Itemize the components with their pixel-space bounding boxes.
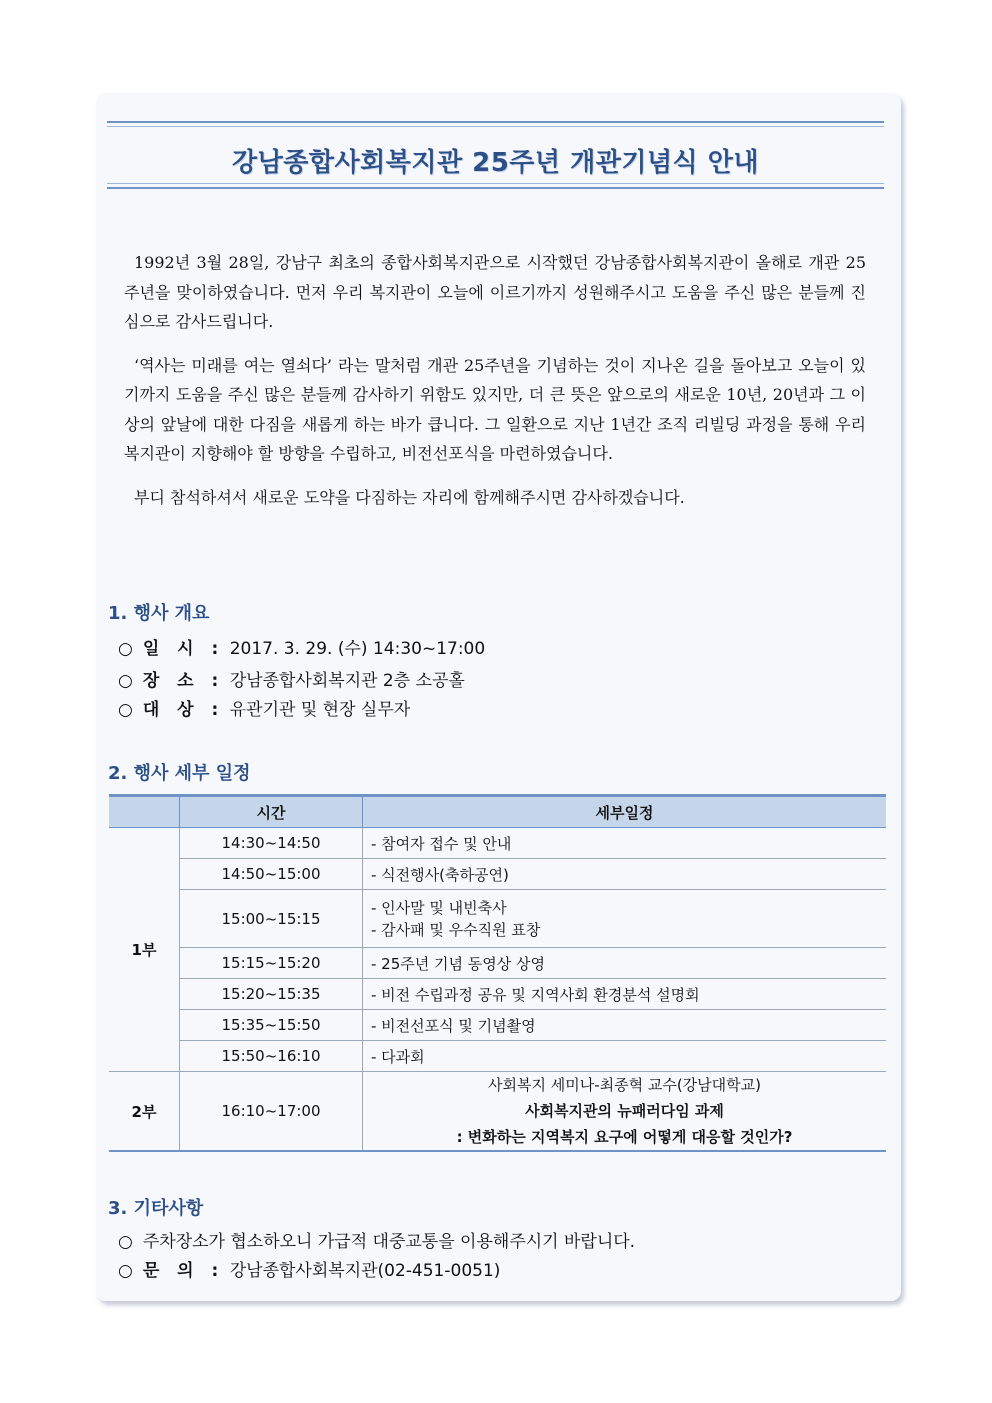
section1-heading: 1. 행사 개요 (108, 603, 210, 624)
header-time: 시간 (180, 796, 363, 828)
info-label: 장 소 : (142, 671, 225, 691)
info-label: 일 시 : (142, 639, 225, 659)
part-label: 2부 (109, 1072, 180, 1152)
intro-text (124, 248, 866, 526)
row-detail: - 식전행사(축하공연) (363, 859, 887, 890)
info-date (118, 634, 485, 659)
table-header-row (109, 796, 886, 828)
header-detail: 세부일정 (363, 796, 887, 828)
page-title: 강남종합사회복지관 25주년 개관기념식 안내 (232, 148, 759, 178)
bullet-circle: ○ (118, 1261, 133, 1281)
row-time: 15:15~15:20 (180, 948, 363, 979)
title-rule (107, 183, 884, 184)
row-time: 15:00~15:15 (180, 890, 363, 948)
row-time: 14:50~15:00 (180, 859, 363, 890)
table-row (109, 979, 886, 1010)
row-detail: - 비전선포식 및 기념촬영 (363, 1010, 887, 1041)
title-rule (107, 126, 884, 127)
schedule-table (109, 794, 886, 1152)
row-detail: - 참여자 접수 및 안내 (363, 828, 887, 859)
table-row (109, 859, 886, 890)
info-place (118, 666, 465, 691)
row-time: 15:20~15:35 (180, 979, 363, 1010)
bullet-circle: ○ (118, 671, 133, 691)
row-time: 16:10~17:00 (180, 1072, 363, 1152)
title-rule (107, 187, 884, 189)
intro-paragraph: 1992년 3월 28일, 강남구 최초의 종합사회복지관으로 시작했던 강남종합사회복지관이 올해로 개관 25주년을 맞이하였습니다. 먼저 우리 복지관이 오늘에 이르기까지 성원해주시고 도움을 주신 많은 분들께 진심으로 감사드립니다. (124, 253, 866, 331)
table-row (109, 1072, 886, 1152)
intro-paragraph: ‘역사는 미래를 여는 열쇠다’ 라는 말처럼 개관 25주년을 기념하는 것이 지나온 길을 돌아보고 오늘이 있기까지 도움을 주신 많은 분들께 감사하기 위함도 있지만, 더 큰 뜻은 앞으로의 새로운 10년, 20년과 그 이상의 앞날에 대한 다짐을 새롭게 하는 바가 큽니다. 그 일환으로 지난 1년간 조직 리빌딩 과정을 통해 우리 복지관이 지향해야 할 방향을 수립하고, 비전선포식을 마련하였습니다. (124, 355, 866, 463)
seminar-speaker: 사회복지 세미나-최종혁 교수(강남대학교) (488, 1076, 761, 1094)
row-detail (363, 890, 887, 948)
row-detail: - 비전 수립과정 공유 및 지역사회 환경분석 설명회 (363, 979, 887, 1010)
row-detail: - 다과회 (363, 1041, 887, 1072)
title-rule (107, 121, 884, 123)
row-time: 15:35~15:50 (180, 1010, 363, 1041)
title-box (107, 121, 884, 189)
section2-heading: 2. 행사 세부 일정 (108, 763, 251, 784)
info-value: 2017. 3. 29. (수) 14:30~17:00 (229, 639, 486, 659)
info-value: 강남종합사회복지관(02-451-0051) (229, 1261, 501, 1281)
row-detail-line: - 감사패 및 우수직원 표창 (371, 920, 541, 939)
row-detail-line: - 인사말 및 내빈축사 (371, 898, 507, 917)
row-time: 15:50~16:10 (180, 1041, 363, 1072)
info-value: 강남종합사회복지관 2층 소공홀 (229, 671, 465, 691)
info-label: 문 의 : (142, 1261, 225, 1281)
note-contact (118, 1256, 500, 1281)
section3-heading: 3. 기타사항 (108, 1198, 204, 1219)
table-row (109, 1041, 886, 1072)
info-value: 유관기관 및 현장 실무자 (229, 700, 411, 720)
note-parking (118, 1227, 635, 1252)
intro-paragraph: 부디 참석하셔서 새로운 도약을 다짐하는 자리에 함께해주시면 감사하겠습니다. (134, 487, 685, 507)
table-row (109, 948, 886, 979)
seminar-subtitle: : 변화하는 지역복지 요구에 어떻게 대응할 것인가? (456, 1128, 793, 1146)
header-part (109, 796, 180, 828)
table-row (109, 828, 886, 859)
bullet-circle: ○ (118, 1232, 133, 1252)
note-text: 주차장소가 협소하오니 가급적 대중교통을 이용해주시기 바랍니다. (142, 1232, 636, 1252)
table-row (109, 890, 886, 948)
part-label: 1부 (109, 828, 180, 1072)
row-detail: - 25주년 기념 동영상 상영 (363, 948, 887, 979)
bullet-circle: ○ (118, 700, 133, 720)
row-time: 14:30~14:50 (180, 828, 363, 859)
seminar-detail (363, 1072, 887, 1152)
info-label: 대 상 : (142, 700, 225, 720)
seminar-title: 사회복지관의 뉴패러다임 과제 (525, 1102, 724, 1120)
info-target (118, 695, 410, 720)
bullet-circle: ○ (118, 639, 133, 659)
table-row (109, 1010, 886, 1041)
